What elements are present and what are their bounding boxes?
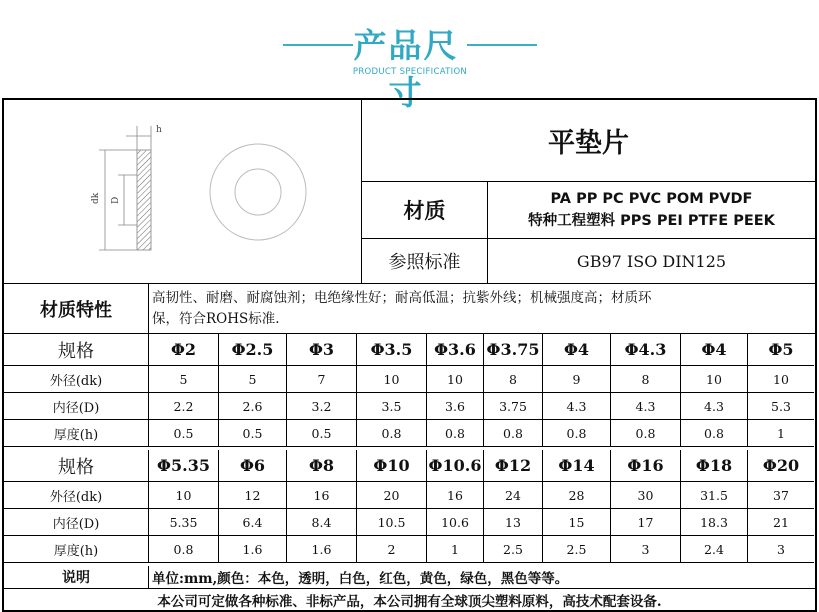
table1-outer-diameter-cell: 10	[748, 366, 814, 393]
table2-outer-diameter-cell: 31.5	[681, 482, 748, 509]
properties-text	[149, 284, 815, 334]
table2-spec-cell: Φ16	[611, 450, 681, 482]
table1-spec-cell: Φ3	[287, 334, 357, 366]
product-name: 平垫片	[362, 100, 815, 182]
table1-thickness-cell: 0.8	[681, 420, 748, 447]
table2-outer-diameter-cell: 10	[149, 482, 219, 509]
table1-inner-diameter-cell: 4.3	[611, 393, 681, 420]
table1-spec-cell: Φ4.3	[611, 334, 681, 366]
table1-inner-diameter-cell: 2.6	[219, 393, 287, 420]
table2-outer-diameter-cell: 30	[611, 482, 681, 509]
table2-spec-cell: Φ6	[219, 450, 287, 482]
table1-thickness-label: 厚度(h)	[4, 420, 149, 447]
table1-thickness-cell: 0.8	[484, 420, 543, 447]
table2-spec-cell: Φ20	[748, 450, 814, 482]
properties-label: 材质特性	[4, 284, 149, 334]
table2-thickness-cell: 2.5	[484, 536, 543, 563]
table2-spec-cell: Φ10.6	[427, 450, 484, 482]
page-title: 产品尺寸	[353, 26, 459, 112]
table1-outer-diameter-cell: 10	[427, 366, 484, 393]
table1-thickness-cell: 0.5	[219, 420, 287, 447]
table2-thickness-cell: 2.4	[681, 536, 748, 563]
table2-inner-diameter-cell: 10.5	[357, 509, 427, 536]
standard-value: GB97 ISO DIN125	[488, 239, 815, 284]
table1-spec-cell: Φ3.6	[427, 334, 484, 366]
table1-spec-cell: Φ2	[149, 334, 219, 366]
table1-thickness-cell: 0.8	[357, 420, 427, 447]
table2-inner-diameter-cell: 18.3	[681, 509, 748, 536]
page-header	[0, 0, 819, 112]
properties-line-2: 保，符合ROHS标准.	[152, 310, 280, 327]
table2-spec-cell: Φ12	[484, 450, 543, 482]
table1-inner-diameter-cell: 3.75	[484, 393, 543, 420]
table1-inner-diameter-cell: 3.6	[427, 393, 484, 420]
table2-thickness-cell: 2	[357, 536, 427, 563]
table2-inner-diameter-cell: 6.4	[219, 509, 287, 536]
table1-spec-cell: Φ4	[543, 334, 611, 366]
table2-thickness-cell: 1	[427, 536, 484, 563]
table2-outer-diameter-cell: 16	[427, 482, 484, 509]
table2-outer-diameter-cell: 37	[748, 482, 814, 509]
table2-outer-diameter-cell: 12	[219, 482, 287, 509]
table2-inner-diameter-cell: 17	[611, 509, 681, 536]
table2-inner-diameter-cell: 21	[748, 509, 814, 536]
table1-inner-diameter-cell: 3.5	[357, 393, 427, 420]
properties-line-1: 高韧性、耐磨、耐腐蚀剂；电绝缘性好；耐高低温；抗紫外线；机械强度高；材质环	[152, 289, 652, 306]
washer-drawing-svg	[4, 100, 362, 284]
washer-section-view	[137, 150, 151, 250]
table2-thickness-cell: 1.6	[219, 536, 287, 563]
table2-spec-cell: Φ5.35	[149, 450, 219, 482]
table1-spec-cell: Φ4	[681, 334, 748, 366]
standard-label: 参照标准	[362, 239, 488, 284]
table2-thickness-cell: 3	[748, 536, 814, 563]
table1-spec-cell: Φ3.75	[484, 334, 543, 366]
table2-inner-diameter-cell: 13	[484, 509, 543, 536]
table2-outer-diameter-label: 外径(dk)	[4, 482, 149, 509]
table1-spec-cell: Φ3.5	[357, 334, 427, 366]
table2-spec-cell: Φ14	[543, 450, 611, 482]
table1-spec-cell: Φ2.5	[219, 334, 287, 366]
table2-outer-diameter-cell: 20	[357, 482, 427, 509]
table2-thickness-cell: 2.5	[543, 536, 611, 563]
material-line-1: PA PP PC PVC POM PVDF	[550, 191, 753, 207]
table2-spec-cell: Φ10	[357, 450, 427, 482]
table1-outer-diameter-cell: 8	[484, 366, 543, 393]
table2-inner-diameter-cell: 15	[543, 509, 611, 536]
material-values	[488, 182, 815, 239]
table1-inner-diameter-cell: 4.3	[543, 393, 611, 420]
table1-outer-diameter-cell: 5	[219, 366, 287, 393]
outer-diameter-label: dk	[91, 192, 101, 204]
washer-outer-circle	[210, 144, 306, 240]
table2-inner-diameter-cell: 8.4	[287, 509, 357, 536]
table2-thickness-cell: 3	[611, 536, 681, 563]
table1-outer-diameter-cell: 5	[149, 366, 219, 393]
table1-thickness-cell: 1	[748, 420, 814, 447]
table1-outer-diameter-cell: 9	[543, 366, 611, 393]
table2-thickness-label: 厚度(h)	[4, 536, 149, 563]
page-subtitle: PRODUCT SPECIFICATION	[352, 67, 468, 77]
table1-thickness-cell: 0.5	[149, 420, 219, 447]
table2-spec-cell: Φ8	[287, 450, 357, 482]
table2-outer-diameter-cell: 24	[484, 482, 543, 509]
table2-thickness-cell: 1.6	[287, 536, 357, 563]
table1-spec-cell: Φ5	[748, 334, 814, 366]
table1-thickness-cell: 0.8	[611, 420, 681, 447]
table1-thickness-cell: 0.8	[427, 420, 484, 447]
table1-inner-diameter-cell: 2.2	[149, 393, 219, 420]
table2-inner-diameter-cell: 10.6	[427, 509, 484, 536]
table1-thickness-cell: 0.8	[543, 420, 611, 447]
material-line-2: 特种工程塑料 PPS PEI PTFE PEEK	[528, 213, 775, 229]
table2-spec-cell: Φ18	[681, 450, 748, 482]
table1-outer-diameter-cell: 8	[611, 366, 681, 393]
table1-outer-diameter-label: 外径(dk)	[4, 366, 149, 393]
header-right-line	[467, 44, 537, 46]
spec-sheet	[2, 98, 817, 612]
inner-diameter-label: D	[111, 196, 121, 204]
table1-outer-diameter-cell: 7	[287, 366, 357, 393]
table1-thickness-cell: 0.5	[287, 420, 357, 447]
table1-inner-diameter-cell: 3.2	[287, 393, 357, 420]
table1-outer-diameter-cell: 10	[357, 366, 427, 393]
table1-outer-diameter-cell: 10	[681, 366, 748, 393]
table2-inner-diameter-label: 内径(D)	[4, 509, 149, 536]
washer-drawing	[4, 100, 362, 284]
material-label: 材质	[362, 182, 488, 239]
table2-outer-diameter-cell: 28	[543, 482, 611, 509]
table1-spec-label: 规格	[4, 334, 149, 366]
washer-inner-circle	[235, 169, 281, 215]
thickness-label: h	[156, 125, 162, 135]
notes-label: 说明	[4, 566, 149, 589]
table1-inner-diameter-cell: 5.3	[748, 393, 814, 420]
table1-inner-diameter-label: 内径(D)	[4, 393, 149, 420]
notes-text: 单位:mm,颜色：本色，透明，白色，红色，黄色，绿色，黑色等等。	[149, 566, 815, 589]
table2-inner-diameter-cell: 5.35	[149, 509, 219, 536]
table2-outer-diameter-cell: 16	[287, 482, 357, 509]
table2-spec-label: 规格	[4, 450, 149, 482]
table1-inner-diameter-cell: 4.3	[681, 393, 748, 420]
table2-thickness-cell: 0.8	[149, 536, 219, 563]
footer-note: 本公司可定做各种标准、非标产品，本公司拥有全球顶尖塑料原料，高技术配套设备.	[157, 593, 662, 610]
